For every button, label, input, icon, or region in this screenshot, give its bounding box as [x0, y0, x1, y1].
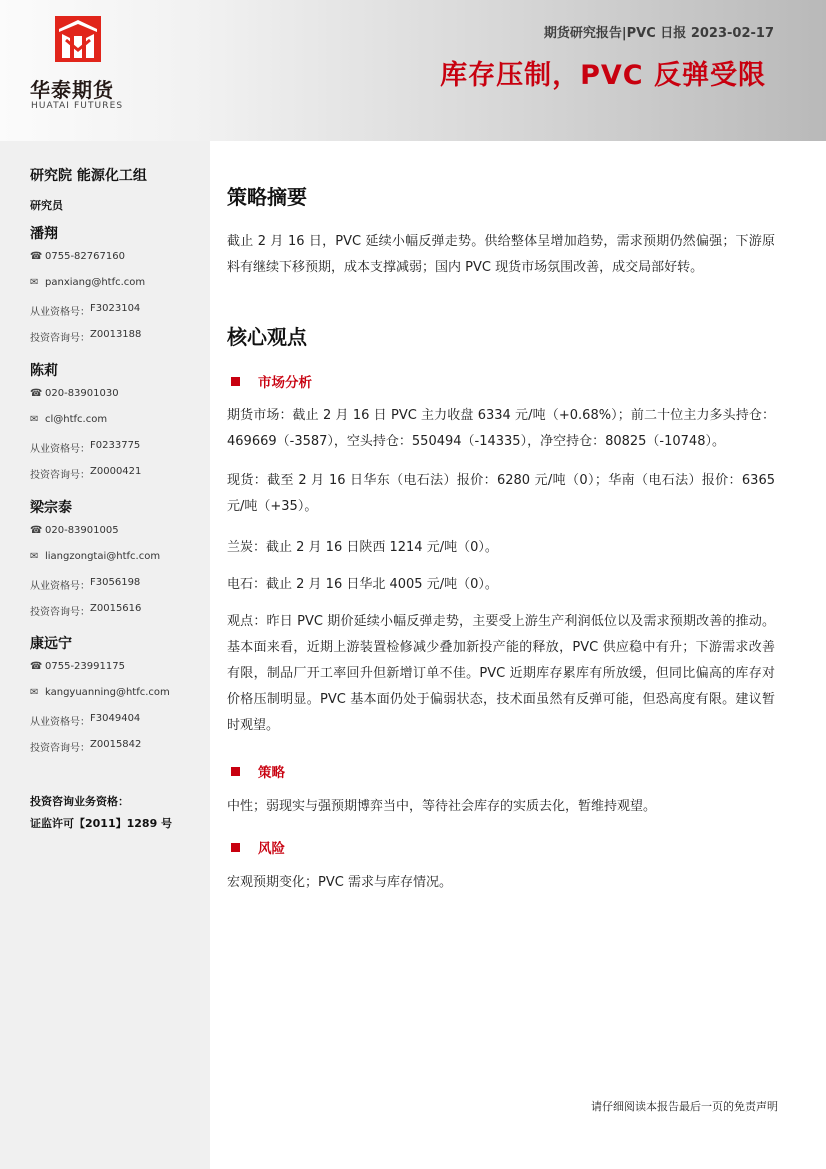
- analyst-card: [30, 497, 205, 629]
- futures-market-text: 期货市场：截止 2 月 16 日 PVC 主力收盘 6334 元/吨（+0.68%）；前二十位主力多头持仓：469669（-3587），空头持仓：550494（-14335），净空持仓：80825（-10748）。: [227, 408, 775, 449]
- analyst-cert: 从业资格号： F3049404: [30, 713, 141, 728]
- analyst-phone: ☎ 0755-23991175: [30, 661, 125, 672]
- section-heading-strategy: 策略: [227, 761, 285, 781]
- email-icon: ✉: [30, 687, 39, 698]
- analyst-card: [30, 223, 205, 355]
- summary-text: 截止 2 月 16 日，PVC 延续小幅反弹走势。供给整体呈增加趋势，需求预期仍然偏强；下游原料有继续下移预期，成本支撑减弱；国内 PVC 现货市场氛围改善，成交局部好转。: [227, 234, 775, 275]
- email-icon: ✉: [30, 551, 39, 562]
- report-header: [0, 0, 826, 141]
- logo-chinese-name: 华泰期货: [30, 78, 114, 102]
- author-sidebar: [0, 141, 210, 1169]
- analyst-cert: 从业资格号： F0233775: [30, 440, 141, 455]
- section-heading-risk: 风险: [227, 837, 285, 857]
- calcium-carbide-text: 电石：截止 2 月 16 日华北 4005 元/吨（0）。: [227, 577, 498, 592]
- analyst-name: 梁宗泰: [30, 500, 72, 516]
- phone-icon: ☎: [30, 251, 43, 262]
- summary-heading: 策略摘要: [227, 185, 307, 209]
- core-view-heading: 核心观点: [227, 325, 307, 349]
- spot-market-text: 现货：截至 2 月 16 日华东（电石法）报价：6280 元/吨（0）；华南（电石法）报价：6365 元/吨（+35）。: [227, 473, 775, 514]
- analyst-card: [30, 633, 205, 765]
- analyst-cert: 从业资格号： F3023104: [30, 303, 141, 318]
- phone-icon: ☎: [30, 525, 43, 536]
- company-logo: [30, 16, 130, 116]
- qualification-line: 投资咨询业务资格：: [30, 795, 129, 808]
- strategy-text: 中性；弱现实与强预期博弈当中，等待社会库存的实质去化，暂维持观望。: [227, 799, 657, 814]
- analyst-phone: ☎ 020-83901005: [30, 525, 119, 536]
- market-view-text: 观点：昨日 PVC 期价延续小幅反弹走势，主要受上游生产利润低位以及需求预期改善的推动。基本面来看，近期上游装置检修减少叠加新投产能的释放，PVC 供应稳中有升；下游需求改善有限，制品厂开工率回升但新增订单不佳。PVC 近期库存累库有所放缓，但同比偏高的库存对价格压制明显。PVC 基本面仍处于偏弱状态，技术面虽然有反弹可能，但恐高度有限。建议暂时观望。: [227, 614, 775, 733]
- analyst-invest-id: 投资咨询号： Z0015616: [30, 603, 142, 618]
- phone-icon: ☎: [30, 661, 43, 672]
- semi-coke-text: 兰炭：截止 2 月 16 日陕西 1214 元/吨（0）。: [227, 540, 498, 555]
- bullet-square-icon: [231, 843, 240, 852]
- analyst-name: 康远宁: [30, 636, 72, 652]
- analyst-name: 潘翔: [30, 226, 58, 242]
- report-type-label: 期货研究报告|PVC 日报 2023-02-17: [543, 26, 774, 41]
- analyst-invest-id: 投资咨询号： Z0015842: [30, 739, 142, 754]
- analyst-cert: 从业资格号： F3056198: [30, 577, 141, 592]
- risk-text: 宏观预期变化；PVC 需求与库存情况。: [227, 875, 452, 890]
- role-label: 研究员: [30, 199, 63, 212]
- bullet-square-icon: [231, 377, 240, 386]
- analyst-email[interactable]: ✉ liangzongtai@htfc.com: [30, 551, 161, 562]
- huatai-logo-icon: [55, 16, 101, 62]
- logo-english-name: HUATAI FUTURES: [31, 101, 124, 111]
- license-number: 证监许可【2011】1289 号: [30, 817, 173, 830]
- section-heading-market: 市场分析: [227, 371, 312, 391]
- analyst-email[interactable]: ✉ kangyuanning@htfc.com: [30, 687, 170, 698]
- analyst-phone: ☎ 0755-82767160: [30, 251, 125, 262]
- analyst-name: 陈莉: [30, 363, 58, 379]
- qualification-block: [30, 791, 172, 835]
- analyst-invest-id: 投资咨询号： Z0000421: [30, 466, 142, 481]
- analyst-email[interactable]: ✉ panxiang@htfc.com: [30, 277, 146, 288]
- analyst-email[interactable]: ✉ cl@htfc.com: [30, 414, 108, 425]
- email-icon: ✉: [30, 414, 39, 425]
- disclaimer-note: 请仔细阅读本报告最后一页的免责声明: [591, 1100, 778, 1113]
- department-label: 研究院 能源化工组: [30, 168, 147, 184]
- email-icon: ✉: [30, 277, 39, 288]
- analyst-invest-id: 投资咨询号： Z0013188: [30, 329, 142, 344]
- bullet-square-icon: [231, 767, 240, 776]
- analyst-phone: ☎ 020-83901030: [30, 388, 119, 399]
- phone-icon: ☎: [30, 388, 43, 399]
- report-title: 库存压制，PVC 反弹受限: [440, 60, 766, 91]
- analyst-card: [30, 360, 205, 492]
